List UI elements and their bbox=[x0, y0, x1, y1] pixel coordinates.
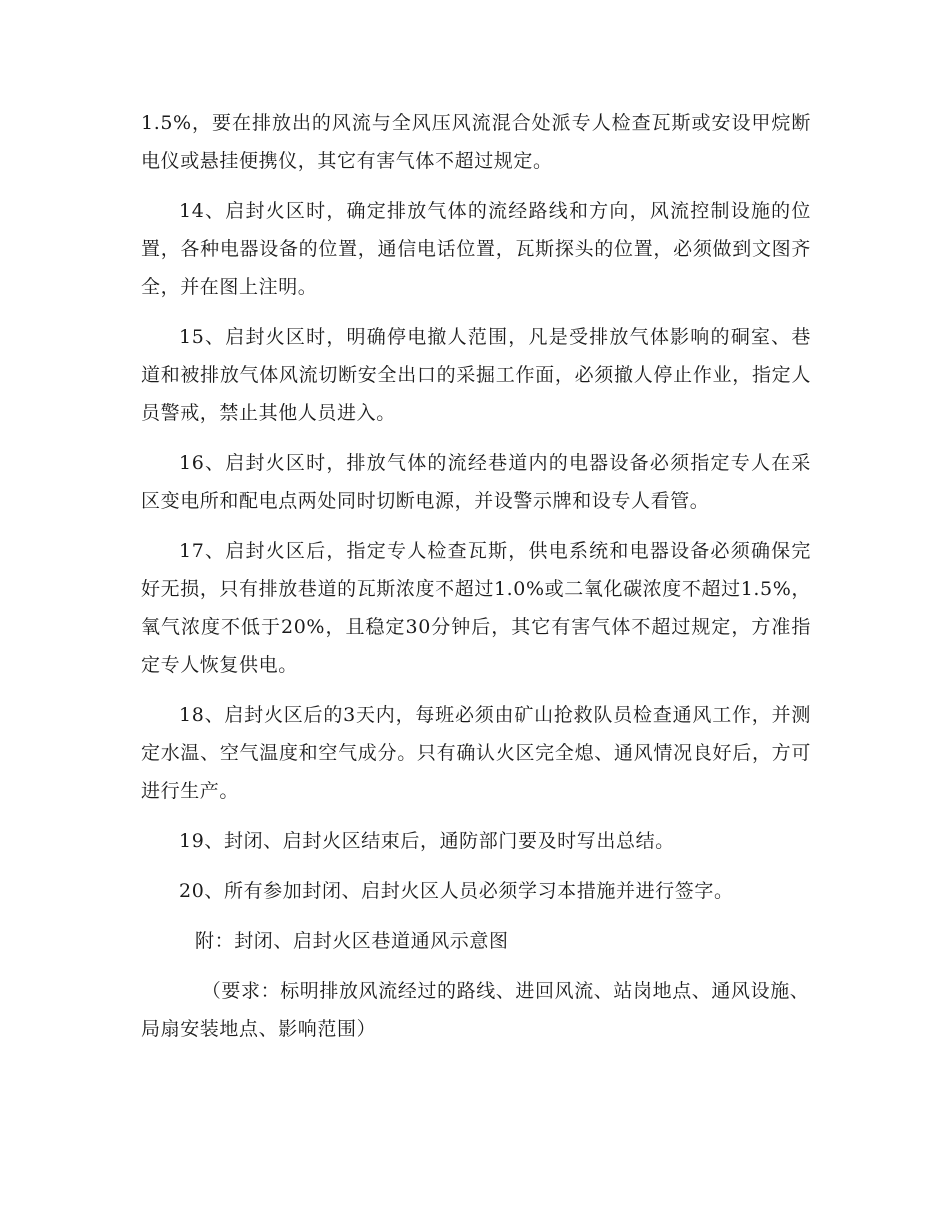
paragraph-continued: 1.5%，要在排放出的风流与全风压风流混合处派专人检查瓦斯或安设甲烷断电仪或悬挂便携仪，其它有害气体不超过规定。 bbox=[141, 112, 811, 172]
paragraph-item-17: 17、启封火区后，指定专人检查瓦斯，供电系统和电器设备必须确保完好无损，只有排放巷道的瓦斯浓度不超过1.0%或二氧化碳浓度不超过1.5%，氧气浓度不低于20%，且稳定30分钟后，其它有害气体不超过规定，方准指定专人恢复供电。 bbox=[141, 540, 811, 676]
paragraph-item-18: 18、启封火区后的3天内，每班必须由矿山抢救队员检查通风工作，并测定水温、空气温度和空气成分。只有确认火区完全熄、通风情况良好后，方可进行生产。 bbox=[141, 704, 811, 802]
paragraph-item-16: 16、启封火区时，排放气体的流经巷道内的电器设备必须指定专人在采区变电所和配电点两处同时切断电源，并设警示牌和设专人看管。 bbox=[141, 452, 811, 512]
document-body bbox=[141, 104, 811, 1048]
paragraph-item-14: 14、启封火区时，确定排放气体的流经路线和方向，风流控制设施的位置，各种电器设备的位置，通信电话位置，瓦斯探头的位置，必须做到文图齐全，并在图上注明。 bbox=[141, 200, 811, 298]
paragraph-item-15: 15、启封火区时，明确停电撤人范围，凡是受排放气体影响的硐室、巷道和被排放气体风流切断安全出口的采掘工作面，必须撤人停止作业，指定人员警戒，禁止其他人员进入。 bbox=[141, 326, 811, 424]
appendix-requirement: （要求：标明排放风流经过的路线、进回风流、站岗地点、通风设施、局扇安装地点、影响范围） bbox=[141, 980, 810, 1040]
appendix-title: 附：封闭、启封火区巷道通风示意图 bbox=[195, 930, 509, 952]
paragraph-item-19: 19、封闭、启封火区结束后，通防部门要及时写出总结。 bbox=[179, 830, 675, 852]
paragraph-item-20: 20、所有参加封闭、启封火区人员必须学习本措施并进行签字。 bbox=[179, 880, 734, 902]
